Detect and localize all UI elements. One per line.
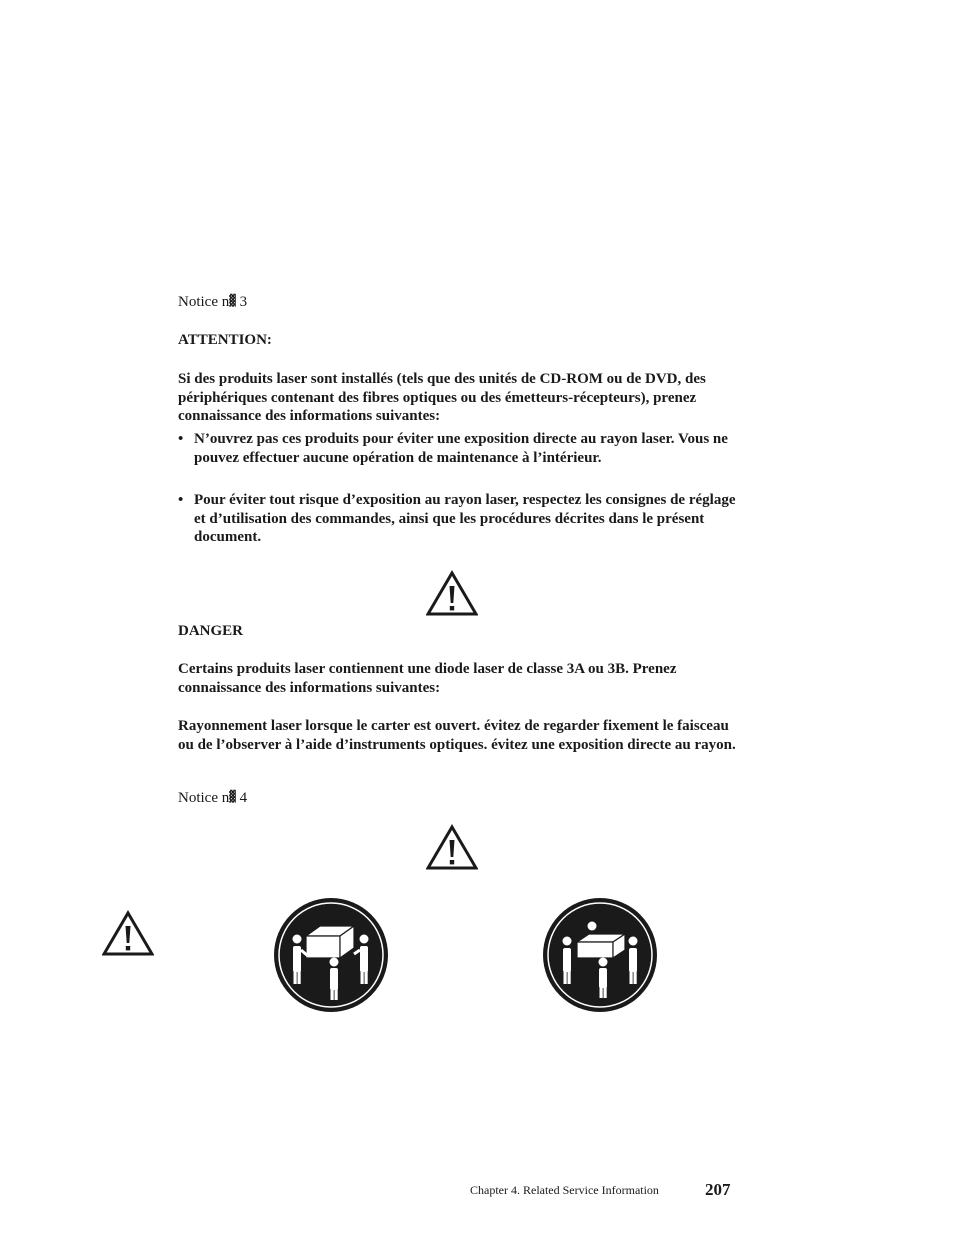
bullet-text: Pour éviter tout risque d’exposition au rayon laser, respectez les consignes de réglage et d’utilisation des commandes, ainsi que les procédures décrites dans le présent document. <box>194 492 736 545</box>
notice-3-number: 3 <box>239 294 248 310</box>
notice-3-label: Notice n <box>178 294 230 310</box>
notice-4-heading <box>178 790 247 807</box>
warning-triangle-icon <box>426 824 478 870</box>
bullet-dot: • <box>178 492 184 508</box>
intro-paragraph: Si des produits laser sont installés (tels que des unités de CD-ROM ou de DVD, des périphériques contenant des fibres optiques ou des émetteurs-récepteurs), prenez connaissance des informations suivantes: <box>178 371 706 424</box>
danger-heading: DANGER <box>178 623 244 639</box>
notice-4-number: 4 <box>239 790 248 806</box>
bullet-dot: • <box>178 431 184 447</box>
page-number: 207 <box>705 1180 731 1199</box>
notice-4-label: Notice n <box>178 790 230 806</box>
warning-triangle-icon <box>102 910 154 956</box>
bullet-item <box>178 491 738 547</box>
warning-triangle-icon <box>426 570 478 616</box>
bullet-text: N’ouvrez pas ces produits pour éviter une exposition directe au rayon laser. Vous ne pouvez effectuer aucune opération de maintenance à l’intérieur. <box>194 431 728 466</box>
degree-glyph-icon: ▓ <box>229 294 236 307</box>
danger-paragraph-1: Certains produits laser contiennent une diode laser de classe 3A ou 3B. Prenez connaissance des informations suivantes: <box>178 661 677 696</box>
bullet-item <box>178 430 738 467</box>
notice-3-heading <box>178 294 247 311</box>
degree-glyph-icon: ▓ <box>229 790 236 803</box>
attention-heading: ATTENTION: <box>178 332 272 348</box>
three-person-lift-icon <box>541 896 659 1014</box>
two-person-lift-icon <box>272 896 390 1014</box>
danger-paragraph-2: Rayonnement laser lorsque le carter est ouvert. évitez de regarder fixement le faisceau ou de l’observer à l’aide d’instruments optiques. évitez une exposition directe au rayon. <box>178 718 736 753</box>
footer-chapter: Chapter 4. Related Service Information <box>470 1183 659 1197</box>
